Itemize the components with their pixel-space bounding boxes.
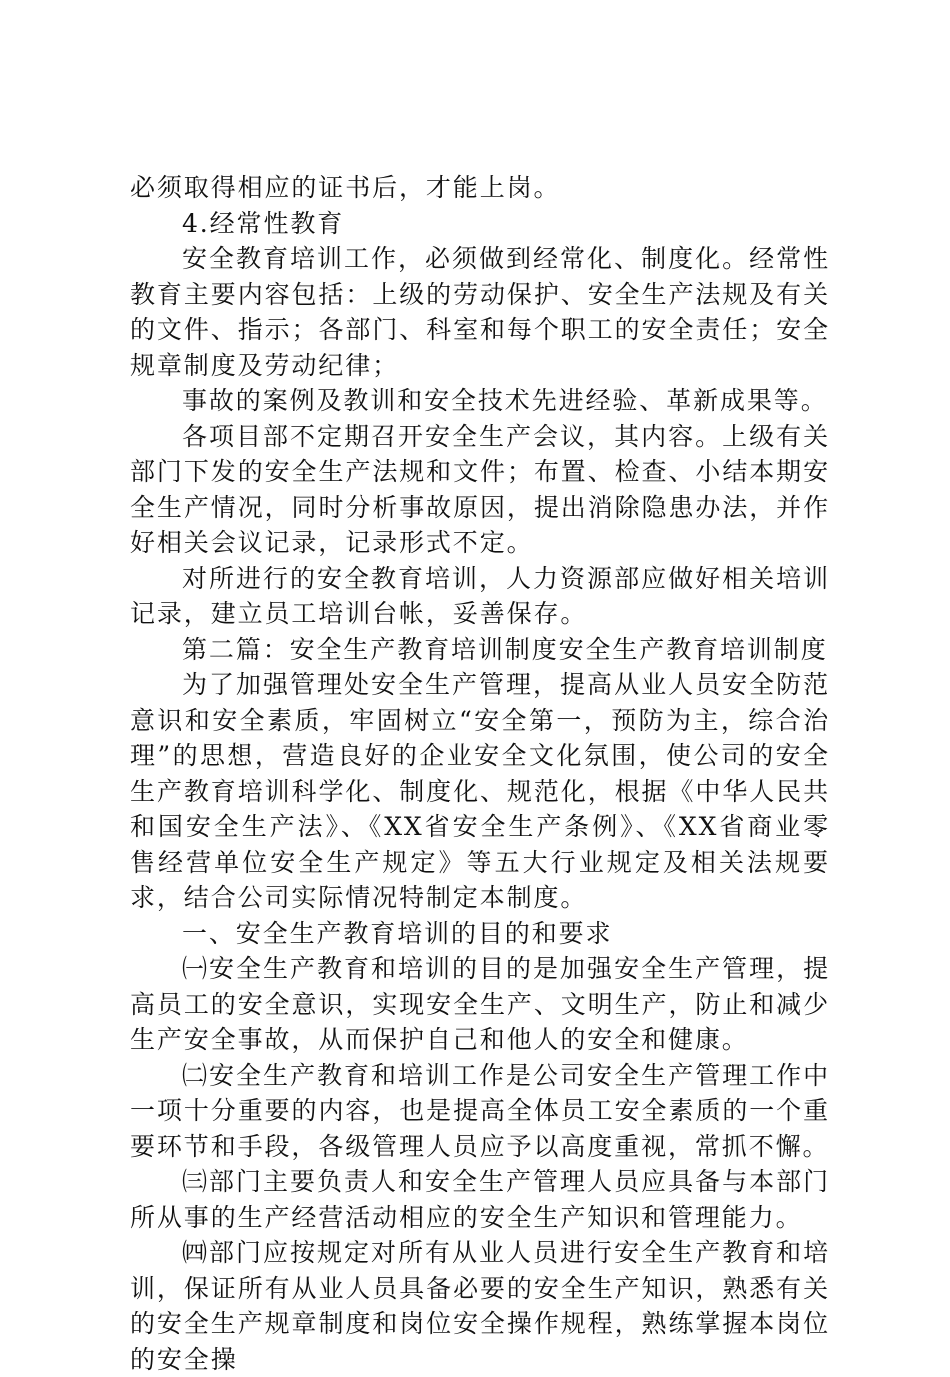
document-body xyxy=(130,170,830,1377)
paragraph: ㈣部门应按规定对所有从业人员进行安全生产教育和培训，保证所有从业人员具备必要的安全生产知识，熟悉有关的安全生产规章制度和岗位安全操作规程，熟练掌握本岗位的安全操 xyxy=(130,1238,830,1374)
section-heading: 一、安全生产教育培训的目的和要求 xyxy=(182,918,613,948)
paragraph: ㈢部门主要负责人和安全生产管理人员应具备与本部门所从事的生产经营活动相应的安全生产知识和管理能力。 xyxy=(130,1167,830,1232)
paragraph: ㈠安全生产教育和培训的目的是加强安全生产管理，提高员工的安全意识，实现安全生产、文明生产，防止和减少生产安全事故，从而保护自己和他人的安全和健康。 xyxy=(130,954,830,1054)
paragraph: ㈡安全生产教育和培训工作是公司安全生产管理工作中一项十分重要的内容，也是提高全体员工安全素质的一个重要环节和手段，各级管理人员应予以高度重视，常抓不懈。 xyxy=(130,1060,830,1161)
paragraph: 各项目部不定期召开安全生产会议，其内容。上级有关部门下发的安全生产法规和文件；布置、检查、小结本期安全生产情况，同时分析事故原因，提出消除隐患办法，并作好相关会议记录，记录形式不定。 xyxy=(130,421,830,557)
paragraph-continuation: 必须取得相应的证书后，才能上岗。 xyxy=(130,173,561,202)
chapter-heading: 第二篇：安全生产教育培训制度安全生产教育培训制度 xyxy=(182,634,828,664)
section-heading-regular-education: 4.经常性教育 xyxy=(182,208,345,238)
paragraph: 对所进行的安全教育培训，人力资源部应做好相关培训记录，建立员工培训台帐，妥善保存。 xyxy=(130,563,830,628)
paragraph: 安全教育培训工作，必须做到经常化、制度化。经常性教育主要内容包括：上级的劳动保护、安全生产法规及有关的文件、指示；各部门、科室和每个职工的安全责任；安全规章制度及劳动纪律； xyxy=(130,244,830,380)
paragraph: 事故的案例及教训和安全技术先进经验、革新成果等。 xyxy=(182,386,828,415)
paragraph: 为了加强管理处安全生产管理，提高从业人员安全防范意识和安全素质，牢固树立“安全第一，预防为主，综合治理”的思想，营造良好的企业安全文化氛围，使公司的安全生产教育培训科学化、制度化、规范化，根据《中华人民共和国安全生产法》、《XX省安全生产条例》、《XX省商业零售经营单位安全生产规定》等五大行业规定及相关法规要求，结合公司实际情况特制定本制度。 xyxy=(130,670,830,912)
